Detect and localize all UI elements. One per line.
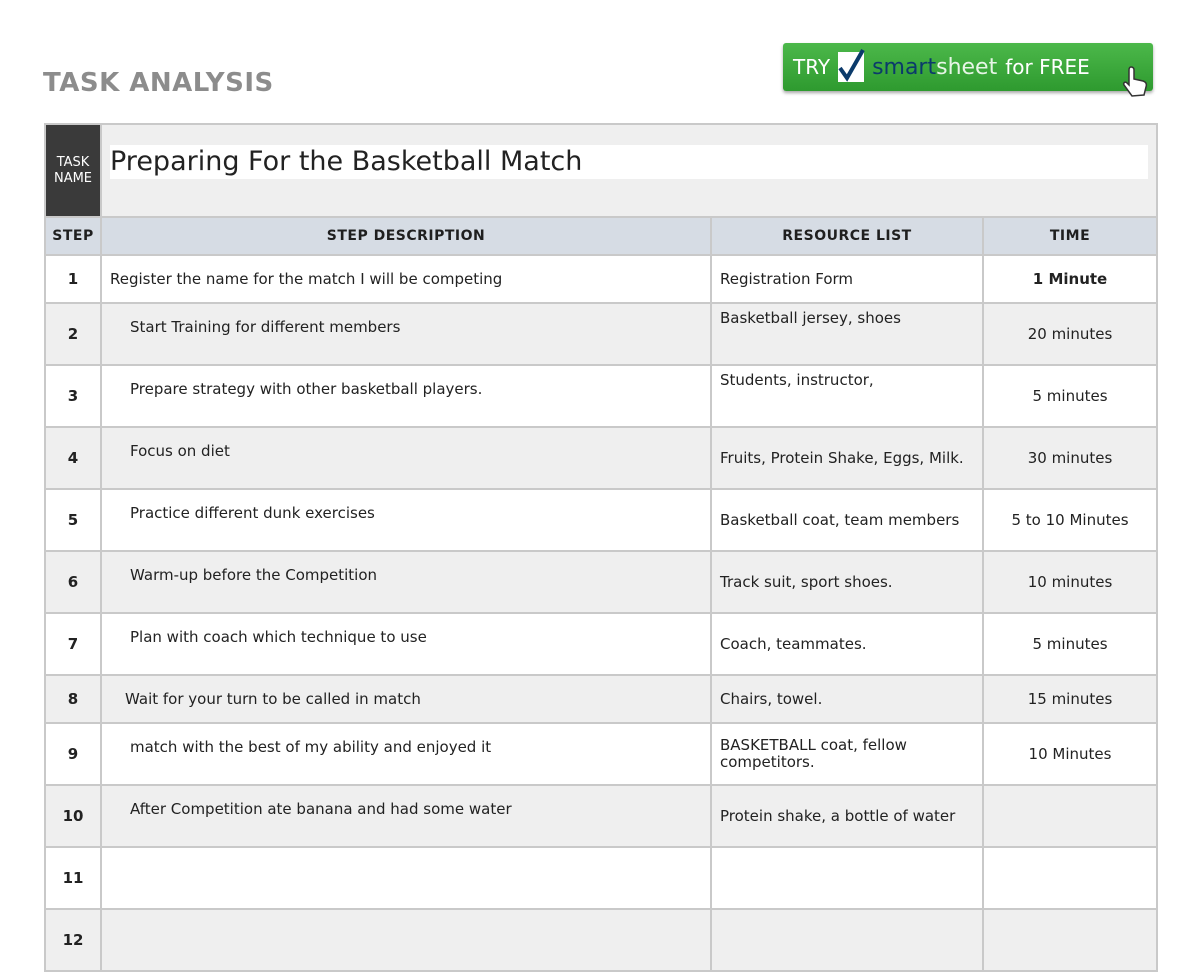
- table-row: [45, 365, 1157, 427]
- step-number: 3: [45, 365, 101, 427]
- promo-brand-smart: smart: [872, 54, 937, 80]
- step-description[interactable]: [101, 675, 711, 723]
- step-time[interactable]: 10 Minutes: [983, 723, 1157, 785]
- task-name-row: [45, 124, 1157, 217]
- step-time[interactable]: 1 Minute: [983, 255, 1157, 303]
- step-description[interactable]: [101, 909, 711, 971]
- task-name-label: TASK NAME: [45, 124, 101, 217]
- resource-list[interactable]: Coach, teammates.: [711, 613, 983, 675]
- task-name-input[interactable]: Preparing For the Basketball Match: [110, 145, 1148, 179]
- table-row: [45, 847, 1157, 909]
- table-row: [45, 551, 1157, 613]
- table-row: [45, 723, 1157, 785]
- step-time[interactable]: 5 minutes: [983, 613, 1157, 675]
- step-time[interactable]: 15 minutes: [983, 675, 1157, 723]
- step-number: 2: [45, 303, 101, 365]
- try-smartsheet-button[interactable]: [783, 43, 1153, 91]
- step-number: 10: [45, 785, 101, 847]
- checkmark-icon: [838, 52, 864, 82]
- step-number: 1: [45, 255, 101, 303]
- table-row: [45, 427, 1157, 489]
- resource-list[interactable]: BASKETBALL coat, fellow competitors.: [711, 723, 983, 785]
- table-row: [45, 303, 1157, 365]
- step-description[interactable]: [101, 303, 711, 365]
- promo-free-text: for FREE: [1005, 55, 1090, 79]
- table-row: [45, 785, 1157, 847]
- step-description[interactable]: [101, 489, 711, 551]
- column-header-time: TIME: [983, 217, 1157, 255]
- promo-brand: [872, 55, 997, 80]
- step-description[interactable]: [101, 551, 711, 613]
- resource-list[interactable]: Students, instructor,: [711, 365, 983, 427]
- step-description-text: After Competition ate banana and had some water: [130, 800, 512, 818]
- step-number: 4: [45, 427, 101, 489]
- table-row: [45, 909, 1157, 971]
- step-description[interactable]: [101, 365, 711, 427]
- step-number: 12: [45, 909, 101, 971]
- resource-list[interactable]: Chairs, towel.: [711, 675, 983, 723]
- step-time[interactable]: 30 minutes: [983, 427, 1157, 489]
- step-time[interactable]: 20 minutes: [983, 303, 1157, 365]
- step-description[interactable]: [101, 613, 711, 675]
- promo-try-text: TRY: [793, 55, 831, 79]
- step-description[interactable]: Register the name for the match I will be competing: [101, 255, 711, 303]
- step-description[interactable]: [101, 427, 711, 489]
- step-time[interactable]: 10 minutes: [983, 551, 1157, 613]
- page-title: TASK ANALYSIS: [43, 68, 274, 98]
- resource-list[interactable]: Basketball jersey, shoes: [711, 303, 983, 365]
- column-header-step: STEP: [45, 217, 101, 255]
- step-description[interactable]: [101, 847, 711, 909]
- step-description[interactable]: [101, 723, 711, 785]
- step-number: 5: [45, 489, 101, 551]
- step-description-text: Plan with coach which technique to use: [130, 628, 427, 646]
- resource-list[interactable]: Protein shake, a bottle of water: [711, 785, 983, 847]
- table-row: [45, 675, 1157, 723]
- step-description[interactable]: [101, 785, 711, 847]
- step-description-text: Wait for your turn to be called in match: [125, 690, 421, 708]
- table-row: [45, 613, 1157, 675]
- step-description-text: Start Training for different members: [130, 318, 401, 336]
- resource-list[interactable]: [711, 847, 983, 909]
- promo-brand-sheet: sheet: [936, 54, 998, 80]
- column-header-row: [45, 217, 1157, 255]
- table-row: [45, 489, 1157, 551]
- step-number: 7: [45, 613, 101, 675]
- step-number: 6: [45, 551, 101, 613]
- resource-list[interactable]: Fruits, Protein Shake, Eggs, Milk.: [711, 427, 983, 489]
- step-description-text: match with the best of my ability and enjoyed it: [130, 738, 492, 756]
- step-description-text: Practice different dunk exercises: [130, 504, 375, 522]
- step-time[interactable]: [983, 847, 1157, 909]
- resource-list[interactable]: [711, 909, 983, 971]
- step-time[interactable]: [983, 785, 1157, 847]
- step-time[interactable]: 5 minutes: [983, 365, 1157, 427]
- resource-list[interactable]: Registration Form: [711, 255, 983, 303]
- step-description-text: Prepare strategy with other basketball players.: [130, 380, 483, 398]
- step-time[interactable]: [983, 909, 1157, 971]
- step-number: 9: [45, 723, 101, 785]
- step-description-text: Warm-up before the Competition: [130, 566, 378, 584]
- task-name-cell: [101, 124, 1157, 217]
- step-time[interactable]: 5 to 10 Minutes: [983, 489, 1157, 551]
- task-analysis-table: [44, 123, 1158, 972]
- hand-cursor-icon: [1121, 65, 1151, 104]
- resource-list[interactable]: Basketball coat, team members: [711, 489, 983, 551]
- table-row: [45, 255, 1157, 303]
- column-header-resources: RESOURCE LIST: [711, 217, 983, 255]
- column-header-description: STEP DESCRIPTION: [101, 217, 711, 255]
- step-number: 11: [45, 847, 101, 909]
- resource-list[interactable]: Track suit, sport shoes.: [711, 551, 983, 613]
- step-description-text: Focus on diet: [130, 442, 230, 460]
- step-number: 8: [45, 675, 101, 723]
